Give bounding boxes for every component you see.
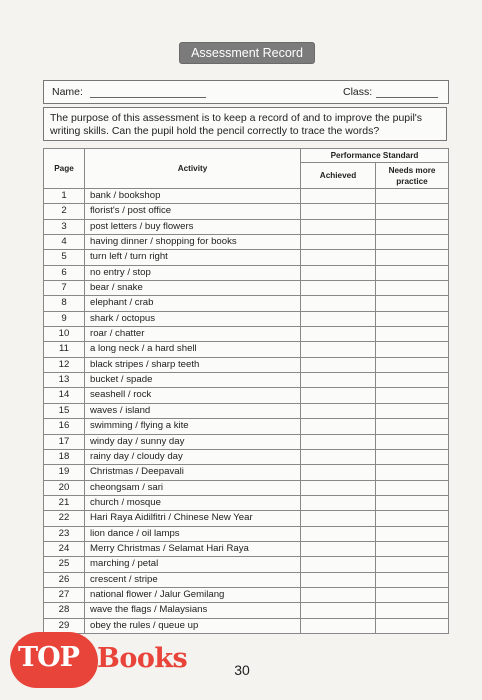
table-row	[44, 403, 449, 418]
row-page: 12	[44, 357, 85, 372]
table-row	[44, 189, 449, 204]
table-row	[44, 204, 449, 219]
row-page: 28	[44, 603, 85, 618]
achieved-cell[interactable]	[301, 342, 376, 357]
row-page: 13	[44, 373, 85, 388]
header-needs-more-practice: Needs more practice	[376, 163, 449, 189]
needs-practice-cell[interactable]	[376, 296, 449, 311]
name-label: Name:	[52, 86, 83, 98]
table-row	[44, 219, 449, 234]
row-page: 18	[44, 449, 85, 464]
row-page: 20	[44, 480, 85, 495]
needs-practice-cell[interactable]	[376, 357, 449, 372]
row-page: 8	[44, 296, 85, 311]
achieved-cell[interactable]	[301, 388, 376, 403]
row-page: 7	[44, 281, 85, 296]
achieved-cell[interactable]	[301, 541, 376, 556]
row-activity: crescent / stripe	[85, 572, 301, 587]
row-activity: windy day / sunny day	[85, 434, 301, 449]
row-page: 22	[44, 511, 85, 526]
needs-practice-cell[interactable]	[376, 265, 449, 280]
table-row	[44, 311, 449, 326]
row-page: 10	[44, 327, 85, 342]
needs-practice-cell[interactable]	[376, 419, 449, 434]
row-activity: shark / octopus	[85, 311, 301, 326]
needs-practice-cell[interactable]	[376, 526, 449, 541]
row-activity: bucket / spade	[85, 373, 301, 388]
table-row	[44, 357, 449, 372]
name-class-box	[43, 80, 449, 104]
needs-practice-cell[interactable]	[376, 219, 449, 234]
row-activity: Hari Raya Aidilfitri / Chinese New Year	[85, 511, 301, 526]
table-row	[44, 603, 449, 618]
table-row	[44, 265, 449, 280]
needs-practice-cell[interactable]	[376, 511, 449, 526]
needs-practice-cell[interactable]	[376, 342, 449, 357]
table-row	[44, 449, 449, 464]
row-activity: turn left / turn right	[85, 250, 301, 265]
needs-practice-cell[interactable]	[376, 557, 449, 572]
row-page: 9	[44, 311, 85, 326]
table-row	[44, 495, 449, 510]
row-activity: a long neck / a hard shell	[85, 342, 301, 357]
table-row	[44, 327, 449, 342]
row-page: 14	[44, 388, 85, 403]
row-activity: roar / chatter	[85, 327, 301, 342]
row-page: 3	[44, 219, 85, 234]
row-page: 24	[44, 541, 85, 556]
logo-text-top: TOP	[18, 642, 79, 673]
achieved-cell[interactable]	[301, 557, 376, 572]
topbooks-logo	[10, 632, 200, 688]
achieved-cell[interactable]	[301, 204, 376, 219]
row-activity: obey the rules / queue up	[85, 618, 301, 633]
name-field[interactable]	[90, 97, 206, 98]
achieved-cell[interactable]	[301, 235, 376, 250]
needs-practice-cell[interactable]	[376, 480, 449, 495]
needs-practice-cell[interactable]	[376, 327, 449, 342]
row-activity: black stripes / sharp teeth	[85, 357, 301, 372]
needs-practice-cell[interactable]	[376, 204, 449, 219]
row-activity: florist's / post office	[85, 204, 301, 219]
table-row	[44, 541, 449, 556]
logo-text-books: Books	[97, 643, 188, 674]
needs-practice-cell[interactable]	[376, 373, 449, 388]
table-row	[44, 465, 449, 480]
header-page: Page	[44, 149, 85, 189]
row-activity: rainy day / cloudy day	[85, 449, 301, 464]
row-page: 11	[44, 342, 85, 357]
row-page: 1	[44, 189, 85, 204]
row-activity: elephant / crab	[85, 296, 301, 311]
achieved-cell[interactable]	[301, 495, 376, 510]
row-activity: swimming / flying a kite	[85, 419, 301, 434]
achieved-cell[interactable]	[301, 311, 376, 326]
achieved-cell[interactable]	[301, 419, 376, 434]
row-page: 25	[44, 557, 85, 572]
achieved-cell[interactable]	[301, 434, 376, 449]
table-row	[44, 281, 449, 296]
row-page: 15	[44, 403, 85, 418]
page-title: Assessment Record	[179, 42, 315, 64]
row-activity: post letters / buy flowers	[85, 219, 301, 234]
row-activity: cheongsam / sari	[85, 480, 301, 495]
row-page: 26	[44, 572, 85, 587]
table-row	[44, 557, 449, 572]
achieved-cell[interactable]	[301, 572, 376, 587]
header-activity: Activity	[85, 149, 301, 189]
row-activity: waves / island	[85, 403, 301, 418]
row-page: 19	[44, 465, 85, 480]
assessment-table	[43, 148, 449, 634]
achieved-cell[interactable]	[301, 265, 376, 280]
row-activity: Christmas / Deepavali	[85, 465, 301, 480]
needs-practice-cell[interactable]	[376, 587, 449, 602]
row-activity: wave the flags / Malaysians	[85, 603, 301, 618]
table-row	[44, 250, 449, 265]
row-page: 4	[44, 235, 85, 250]
row-page: 5	[44, 250, 85, 265]
table-row	[44, 587, 449, 602]
row-activity: national flower / Jalur Gemilang	[85, 587, 301, 602]
table-row	[44, 434, 449, 449]
row-activity: marching / petal	[85, 557, 301, 572]
row-activity: bear / snake	[85, 281, 301, 296]
needs-practice-cell[interactable]	[376, 250, 449, 265]
needs-practice-cell[interactable]	[376, 603, 449, 618]
table-row	[44, 511, 449, 526]
achieved-cell[interactable]	[301, 189, 376, 204]
achieved-cell[interactable]	[301, 526, 376, 541]
achieved-cell[interactable]	[301, 480, 376, 495]
needs-practice-cell[interactable]	[376, 465, 449, 480]
needs-practice-cell[interactable]	[376, 572, 449, 587]
row-page: 6	[44, 265, 85, 280]
achieved-cell[interactable]	[301, 281, 376, 296]
table-row	[44, 373, 449, 388]
page-number: 30	[234, 662, 250, 678]
achieved-cell[interactable]	[301, 465, 376, 480]
achieved-cell[interactable]	[301, 618, 376, 633]
needs-practice-cell[interactable]	[376, 311, 449, 326]
header-performance-standard: Performance Standard	[301, 149, 449, 163]
table-row	[44, 388, 449, 403]
table-row	[44, 419, 449, 434]
row-activity: bank / bookshop	[85, 189, 301, 204]
row-activity: seashell / rock	[85, 388, 301, 403]
row-page: 29	[44, 618, 85, 633]
table-row	[44, 572, 449, 587]
needs-practice-cell[interactable]	[376, 281, 449, 296]
achieved-cell[interactable]	[301, 511, 376, 526]
table-row	[44, 342, 449, 357]
table-row	[44, 480, 449, 495]
needs-practice-cell[interactable]	[376, 495, 449, 510]
class-field[interactable]	[376, 97, 438, 98]
needs-practice-cell[interactable]	[376, 541, 449, 556]
needs-practice-cell[interactable]	[376, 235, 449, 250]
achieved-cell[interactable]	[301, 219, 376, 234]
table-row	[44, 235, 449, 250]
row-activity: Merry Christmas / Selamat Hari Raya	[85, 541, 301, 556]
table-row	[44, 296, 449, 311]
needs-practice-cell[interactable]	[376, 388, 449, 403]
row-page: 17	[44, 434, 85, 449]
row-page: 23	[44, 526, 85, 541]
row-page: 21	[44, 495, 85, 510]
achieved-cell[interactable]	[301, 449, 376, 464]
achieved-cell[interactable]	[301, 357, 376, 372]
row-activity: having dinner / shopping for books	[85, 235, 301, 250]
table-row	[44, 526, 449, 541]
purpose-text: The purpose of this assessment is to keep a record of and to improve the pupil's writing skills. Can the pupil hold the pencil correctly to trace the words?	[43, 107, 447, 141]
achieved-cell[interactable]	[301, 587, 376, 602]
row-activity: church / mosque	[85, 495, 301, 510]
achieved-cell[interactable]	[301, 250, 376, 265]
row-page: 16	[44, 419, 85, 434]
row-page: 27	[44, 587, 85, 602]
achieved-cell[interactable]	[301, 327, 376, 342]
row-activity: lion dance / oil lamps	[85, 526, 301, 541]
needs-practice-cell[interactable]	[376, 449, 449, 464]
header-achieved: Achieved	[301, 163, 376, 189]
needs-practice-cell[interactable]	[376, 434, 449, 449]
row-activity: no entry / stop	[85, 265, 301, 280]
achieved-cell[interactable]	[301, 403, 376, 418]
achieved-cell[interactable]	[301, 373, 376, 388]
needs-practice-cell[interactable]	[376, 403, 449, 418]
achieved-cell[interactable]	[301, 603, 376, 618]
achieved-cell[interactable]	[301, 296, 376, 311]
needs-practice-cell[interactable]	[376, 189, 449, 204]
row-page: 2	[44, 204, 85, 219]
needs-practice-cell[interactable]	[376, 618, 449, 633]
class-label: Class:	[343, 86, 373, 98]
